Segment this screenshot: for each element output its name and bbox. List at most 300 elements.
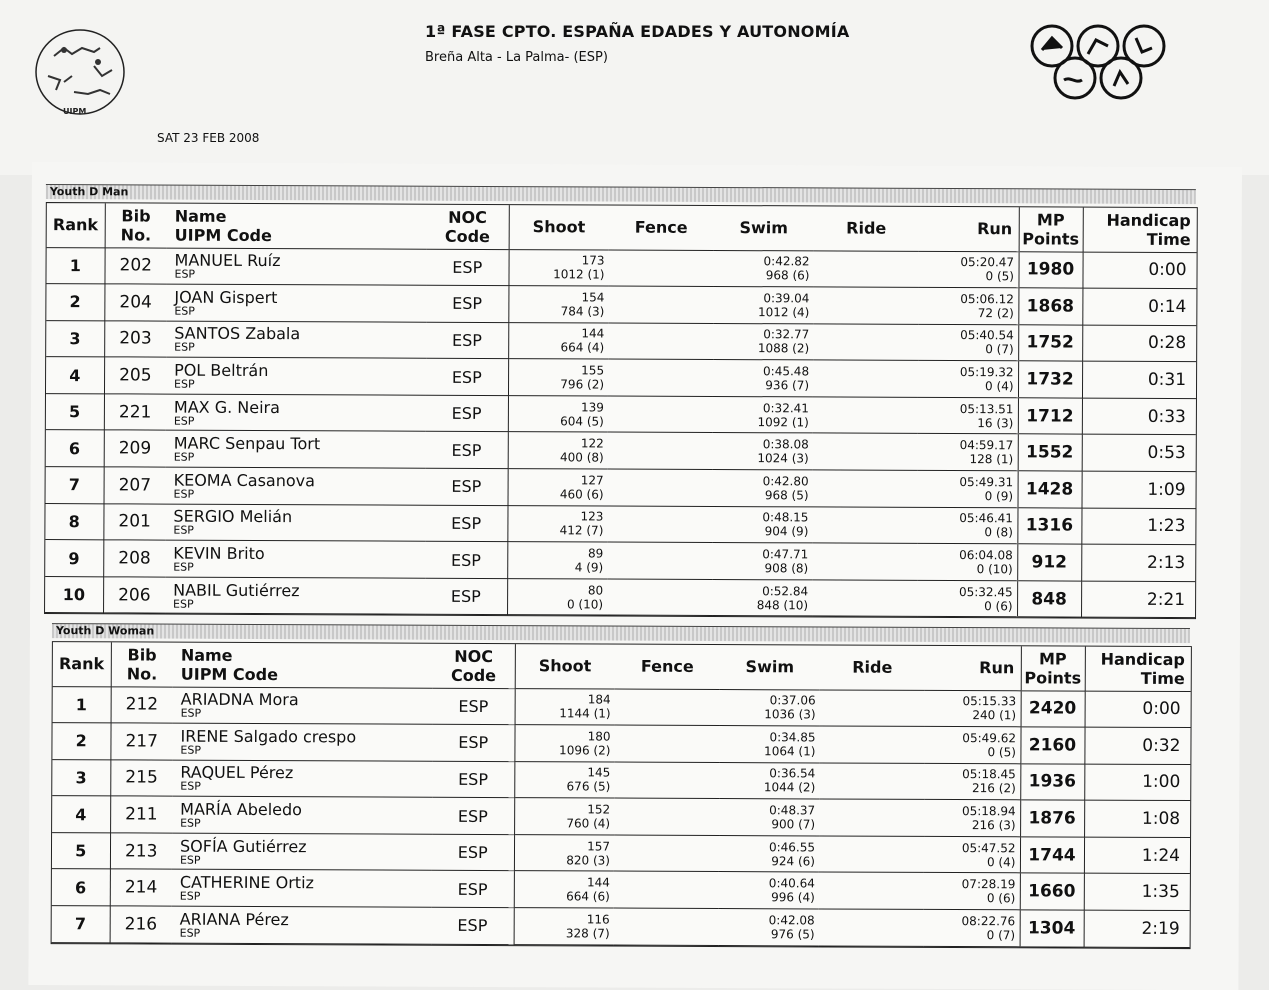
col-swim: Swim: [720, 645, 820, 689]
uipm-code: ESP: [174, 304, 195, 318]
mp-points-cell: 912: [1017, 544, 1081, 581]
handicap-time-cell: 0:32: [1084, 727, 1190, 764]
bib-cell: 221: [104, 394, 166, 431]
swim-points: 1064 (1): [764, 744, 816, 759]
name-cell: [172, 870, 432, 908]
col-bib-line1: Bib: [127, 645, 157, 665]
handicap-time-cell: 0:00: [1085, 691, 1191, 728]
handicap-time-cell: 2:21: [1081, 581, 1195, 618]
col-rank: Rank: [47, 203, 105, 247]
col-rank: Rank: [53, 642, 111, 686]
ride-cell: [813, 250, 918, 287]
col-noc-line1: NOC: [454, 646, 493, 666]
shoot-result: 155: [581, 363, 605, 378]
name-cell: [166, 431, 426, 469]
table-header: [47, 203, 1197, 252]
col-name: [167, 204, 427, 249]
name-cell: [172, 906, 432, 944]
col-mp-points: [1021, 646, 1085, 690]
swim-cell: [713, 360, 813, 397]
run-cell: [924, 726, 1020, 763]
table-row: [52, 906, 1190, 948]
table-row: [46, 430, 1196, 472]
shoot-points: 1096 (2): [559, 743, 611, 758]
ride-cell: [812, 543, 917, 580]
mp-points-cell: 1744: [1020, 837, 1084, 874]
col-shoot: Shoot: [515, 644, 615, 688]
table-row: [52, 759, 1190, 801]
run-points: 0 (5): [985, 269, 1015, 284]
ride-cell: [812, 580, 917, 617]
section-bar-youth-d-man: [46, 184, 1196, 204]
run-result: 05:20.47: [960, 255, 1015, 270]
swim-points: 936 (7): [765, 378, 810, 393]
col-fence: Fence: [615, 645, 720, 689]
run-result: 05:13.51: [959, 401, 1014, 416]
ride-cell: [812, 507, 917, 544]
col-name: [173, 643, 433, 688]
name-cell: [165, 540, 425, 578]
results-table-youth-d-woman: [51, 641, 1192, 949]
run-points: 72 (2): [977, 306, 1014, 321]
col-handicap-time: [1083, 208, 1197, 252]
fence-cell: [614, 725, 719, 762]
uipm-code: ESP: [174, 267, 196, 282]
col-shoot: Shoot: [509, 205, 609, 249]
run-cell: [918, 251, 1018, 288]
venue-text: Breña Alta - La Palma- (ESP): [425, 50, 608, 65]
shoot-points: 820 (3): [566, 853, 610, 868]
swim-points: 848 (10): [756, 597, 809, 613]
swim-result: 0:32.41: [762, 400, 809, 416]
run-result: 05:40.54: [960, 328, 1014, 343]
fence-cell: [608, 250, 713, 287]
run-cell: [918, 470, 1018, 507]
olympic-rings-pictograms: [1028, 20, 1174, 110]
handicap-time-cell: 0:31: [1082, 361, 1196, 398]
bib-cell: 208: [103, 540, 165, 577]
run-points: 0 (5): [987, 745, 1016, 760]
shoot-result: 173: [581, 253, 605, 268]
handicap-time-cell: 2:19: [1084, 910, 1190, 947]
bib-cell: 204: [104, 284, 166, 321]
run-points: 128 (1): [969, 452, 1014, 467]
rank-cell: 1: [53, 686, 111, 723]
col-noc-line1: NOC: [448, 207, 487, 227]
rank-cell: 3: [52, 759, 110, 796]
rank-cell: 10: [45, 576, 103, 613]
mp-points-cell: 2160: [1020, 727, 1084, 764]
results-sheet: [28, 162, 1242, 990]
fence-cell: [608, 396, 713, 433]
col-handicap-line1: Handicap: [1100, 649, 1185, 669]
ride-cell: [813, 397, 918, 434]
rank-cell: 6: [52, 869, 110, 906]
shoot-points: 460 (6): [559, 487, 604, 502]
athlete-name: ARIANA Pérez: [179, 909, 289, 929]
ride-cell: [813, 324, 918, 361]
handicap-time-cell: 1:23: [1081, 508, 1195, 545]
shoot-points: 328 (7): [565, 926, 610, 941]
athlete-name: POL Beltrán: [174, 360, 269, 381]
noc-cell: ESP: [432, 834, 514, 871]
run-cell: [924, 763, 1020, 800]
bib-cell: 213: [110, 833, 172, 870]
name-cell: [165, 504, 425, 542]
uipm-code: ESP: [174, 377, 195, 391]
table-row: [52, 832, 1190, 874]
swim-points: 976 (5): [770, 927, 815, 942]
shoot-result: 123: [580, 509, 604, 524]
table-row: [45, 503, 1195, 545]
run-cell: [925, 690, 1021, 727]
shoot-cell: [514, 871, 614, 908]
table-row: [53, 686, 1191, 728]
table-row: [46, 393, 1196, 435]
athlete-name: KEVIN Brito: [173, 543, 265, 564]
noc-cell: ESP: [426, 322, 508, 359]
rank-cell: 7: [46, 467, 104, 504]
col-name-line1: Name: [180, 645, 233, 665]
shoot-points: 784 (3): [560, 304, 605, 319]
rank-cell: 5: [46, 393, 104, 430]
bib-cell: 205: [104, 357, 166, 394]
bib-cell: 215: [110, 760, 172, 797]
rank-cell: 9: [45, 540, 103, 577]
ride-cell: [820, 689, 925, 726]
col-name-line1: Name: [174, 206, 227, 226]
swim-cell: [712, 506, 812, 543]
noc-cell: ESP: [432, 798, 514, 835]
run-result: 05:18.94: [961, 804, 1016, 819]
mp-points-cell: 1732: [1018, 361, 1082, 398]
swim-result: 0:42.08: [768, 913, 815, 928]
swim-cell: [719, 872, 819, 909]
fence-cell: [614, 835, 719, 872]
name-cell: [166, 321, 426, 359]
shoot-cell: [515, 688, 615, 725]
section-bar-youth-d-woman: [52, 623, 1190, 643]
uipm-code: ESP: [173, 487, 195, 501]
run-result: 05:32.45: [958, 584, 1013, 599]
shoot-points: 676 (5): [566, 779, 611, 795]
shoot-cell: [508, 432, 608, 469]
run-result: 05:46.41: [959, 511, 1013, 526]
swim-points: 1088 (2): [757, 341, 810, 356]
shoot-points: 664 (4): [560, 340, 605, 355]
name-cell: [172, 796, 432, 834]
shoot-cell: [508, 322, 608, 359]
handicap-time-cell: 1:35: [1084, 874, 1190, 911]
handicap-time-cell: 1:09: [1082, 471, 1196, 508]
col-mp-line1: MP: [1036, 210, 1065, 230]
run-cell: [918, 287, 1018, 324]
col-ride: Ride: [820, 645, 925, 689]
run-cell: [924, 836, 1020, 873]
swim-cell: [719, 726, 819, 763]
fence-cell: [608, 432, 713, 469]
shoot-result: 144: [581, 326, 605, 341]
col-name-line2: UIPM Code: [174, 225, 272, 245]
col-swim: Swim: [714, 206, 814, 250]
name-cell: [166, 467, 426, 505]
mp-points-cell: 1552: [1018, 434, 1082, 471]
table-body: [45, 247, 1197, 618]
athlete-name: SOFÍA Gutiérrez: [179, 836, 307, 856]
rank-cell: 6: [46, 430, 104, 467]
bib-cell: 203: [104, 321, 166, 358]
swim-result: 0:34.85: [769, 730, 816, 745]
bib-cell: 211: [110, 796, 172, 833]
swim-result: 0:38.08: [762, 437, 809, 452]
table-row: [46, 357, 1196, 399]
run-points: 240 (1): [972, 708, 1017, 723]
shoot-points: 796 (2): [560, 377, 605, 392]
table-row: [52, 796, 1190, 838]
handicap-time-cell: 0:33: [1082, 398, 1196, 435]
name-cell: [172, 760, 432, 798]
fence-cell: [615, 689, 720, 726]
col-noc: [433, 644, 515, 688]
run-points: 16 (3): [977, 415, 1014, 430]
name-cell: [165, 577, 425, 615]
name-cell: [172, 723, 432, 761]
noc-cell: ESP: [426, 468, 508, 505]
col-mp-points: [1019, 207, 1083, 251]
table-row: [46, 320, 1196, 362]
uipm-code: ESP: [174, 341, 195, 355]
table-row: [52, 869, 1190, 911]
fence-cell: [614, 798, 719, 835]
swim-points: 900 (7): [771, 817, 816, 832]
shoot-points: 664 (6): [566, 889, 610, 904]
handicap-time-cell: 0:14: [1082, 288, 1196, 325]
shoot-points: 1012 (1): [553, 267, 605, 282]
col-noc-line2: Code: [450, 665, 497, 685]
fence-cell: [607, 506, 712, 543]
bib-cell: 201: [103, 503, 165, 540]
athlete-name: KEOMA Casanova: [173, 470, 316, 491]
shoot-result: 157: [587, 839, 611, 854]
fence-cell: [607, 579, 712, 616]
col-handicap-line1: Handicap: [1106, 210, 1191, 230]
col-noc: [427, 205, 509, 249]
handicap-time-cell: 0:53: [1082, 435, 1196, 472]
mp-points-cell: 1868: [1018, 288, 1082, 325]
ride-cell: [813, 433, 918, 470]
noc-cell: ESP: [432, 907, 514, 944]
shoot-cell: [514, 908, 614, 945]
section-label: Youth D Woman: [55, 624, 155, 638]
col-name-line2: UIPM Code: [180, 664, 279, 684]
ride-cell: [819, 799, 924, 836]
name-cell: [166, 357, 426, 395]
run-points: 0 (7): [985, 342, 1014, 357]
run-result: 05:18.45: [962, 767, 1016, 782]
noc-cell: ESP: [426, 249, 508, 286]
uipm-code: ESP: [180, 743, 202, 757]
rank-cell: 1: [46, 247, 104, 284]
table-row: [46, 247, 1196, 289]
swim-result: 0:48.15: [762, 510, 809, 525]
swim-result: 0:52.84: [762, 583, 809, 599]
shoot-result: 89: [587, 546, 604, 561]
col-handicap-line2: Time: [1146, 229, 1191, 249]
noc-cell: ESP: [432, 724, 514, 761]
swim-points: 968 (5): [764, 488, 809, 503]
noc-cell: ESP: [433, 688, 515, 725]
run-cell: [918, 397, 1018, 434]
shoot-result: 139: [580, 400, 604, 415]
swim-cell: [713, 433, 813, 470]
table-header: [53, 642, 1191, 691]
mp-points-cell: 1712: [1018, 398, 1082, 435]
ride-cell: [819, 872, 924, 909]
handicap-time-cell: 0:28: [1082, 325, 1196, 362]
run-cell: [918, 434, 1018, 471]
handicap-time-cell: 1:00: [1084, 764, 1190, 801]
swim-result: 0:39.04: [763, 291, 810, 306]
noc-cell: ESP: [425, 578, 507, 615]
name-cell: [172, 833, 432, 871]
run-cell: [918, 324, 1018, 361]
fence-cell: [607, 542, 712, 579]
swim-cell: [713, 250, 813, 287]
shoot-cell: [514, 798, 614, 835]
name-cell: [166, 248, 426, 286]
athlete-name: CATHERINE Ortiz: [179, 872, 314, 893]
run-result: 07:28.19: [961, 877, 1016, 892]
name-cell: [166, 394, 426, 432]
run-result: 05:06.12: [960, 291, 1014, 307]
fence-cell: [614, 908, 719, 945]
fence-cell: [608, 286, 713, 323]
run-cell: [917, 507, 1017, 544]
uipm-code: ESP: [180, 816, 201, 830]
uipm-code: ESP: [173, 450, 195, 464]
run-cell: [918, 361, 1018, 398]
shoot-cell: [514, 761, 614, 798]
ride-cell: [819, 836, 924, 873]
swim-points: 1024 (3): [757, 451, 809, 466]
run-points: 0 (10): [976, 562, 1013, 577]
ride-cell: [819, 909, 924, 946]
run-points: 0 (4): [986, 854, 1016, 869]
ride-cell: [819, 726, 924, 763]
uipm-code: ESP: [180, 780, 201, 794]
shoot-cell: [508, 286, 608, 323]
swim-result: 0:46.55: [768, 839, 816, 855]
noc-cell: ESP: [426, 285, 508, 322]
table-row: [45, 576, 1195, 618]
run-cell: [924, 800, 1020, 837]
section-label: Youth D Man: [49, 185, 129, 199]
swim-result: 0:36.54: [769, 766, 816, 781]
bib-cell: 206: [103, 577, 165, 614]
uipm-code: ESP: [179, 926, 201, 940]
run-points: 0 (6): [984, 598, 1013, 613]
bib-cell: 202: [104, 247, 166, 284]
noc-cell: ESP: [426, 432, 508, 469]
swim-cell: [713, 470, 813, 507]
col-fence: Fence: [609, 206, 714, 250]
bib-cell: 214: [110, 869, 172, 906]
handicap-time-cell: 1:24: [1084, 837, 1190, 874]
col-bib: [111, 642, 173, 686]
shoot-result: 144: [586, 875, 610, 890]
swim-cell: [719, 835, 819, 872]
shoot-cell: [507, 542, 607, 579]
rank-cell: 8: [45, 503, 103, 540]
athlete-name: IRENE Salgado crespo: [180, 726, 357, 747]
shoot-cell: [508, 469, 608, 506]
fence-cell: [608, 359, 713, 396]
handicap-time-cell: 1:08: [1084, 800, 1190, 837]
run-result: 05:49.62: [962, 730, 1017, 746]
mp-points-cell: 1304: [1020, 910, 1084, 947]
run-cell: [924, 909, 1020, 946]
swim-points: 968 (6): [765, 268, 810, 283]
mp-points-cell: 2420: [1021, 690, 1085, 727]
swim-result: 0:47.71: [762, 547, 809, 562]
run-result: 04:59.17: [959, 438, 1014, 453]
col-noc-line2: Code: [444, 226, 490, 246]
run-result: 05:49.31: [959, 474, 1014, 490]
uipm-code: ESP: [173, 597, 194, 611]
uipm-code: ESP: [173, 524, 194, 538]
shoot-result: 145: [587, 765, 611, 781]
athlete-name: SANTOS Zabala: [174, 324, 301, 344]
swim-cell: [719, 799, 819, 836]
col-mp-line2: Points: [1022, 229, 1080, 249]
swim-points: 996 (4): [771, 890, 815, 905]
swim-cell: [720, 689, 820, 726]
run-points: 0 (8): [984, 525, 1013, 540]
handicap-time-cell: 0:00: [1082, 252, 1196, 289]
athlete-name: MAX G. Neira: [173, 397, 280, 417]
table-row: [45, 540, 1195, 582]
bib-cell: 216: [110, 906, 172, 943]
run-points: 0 (4): [985, 379, 1014, 394]
shoot-cell: [507, 578, 607, 615]
shoot-points: 4 (9): [574, 560, 604, 575]
swim-result: 0:48.37: [769, 803, 816, 818]
run-result: 06:04.08: [959, 548, 1013, 563]
mp-points-cell: 1980: [1018, 251, 1082, 288]
swim-result: 0:42.82: [763, 254, 810, 269]
swim-points: 1092 (1): [757, 414, 809, 430]
date-text: SAT 23 FEB 2008: [157, 131, 260, 145]
bib-cell: 209: [104, 430, 166, 467]
table-body: [52, 686, 1191, 947]
swim-result: 0:45.48: [763, 364, 810, 379]
swim-points: 904 (9): [764, 524, 809, 539]
mp-points-cell: 1428: [1018, 471, 1082, 508]
athlete-name: ARIADNA Mora: [180, 689, 299, 710]
table-row: [46, 284, 1196, 326]
rank-cell: 2: [52, 723, 110, 760]
fence-cell: [608, 469, 713, 506]
col-mp-line1: MP: [1038, 649, 1067, 669]
rank-cell: 7: [52, 906, 110, 943]
athlete-name: MARÍA Abeledo: [180, 799, 303, 820]
col-handicap-time: [1085, 647, 1191, 691]
athlete-name: NABIL Gutiérrez: [173, 580, 300, 600]
mp-points-cell: 1752: [1018, 324, 1082, 361]
col-bib-line2: No.: [126, 664, 158, 684]
uipm-code: ESP: [180, 706, 202, 721]
handicap-time-cell: 2:13: [1081, 544, 1195, 581]
